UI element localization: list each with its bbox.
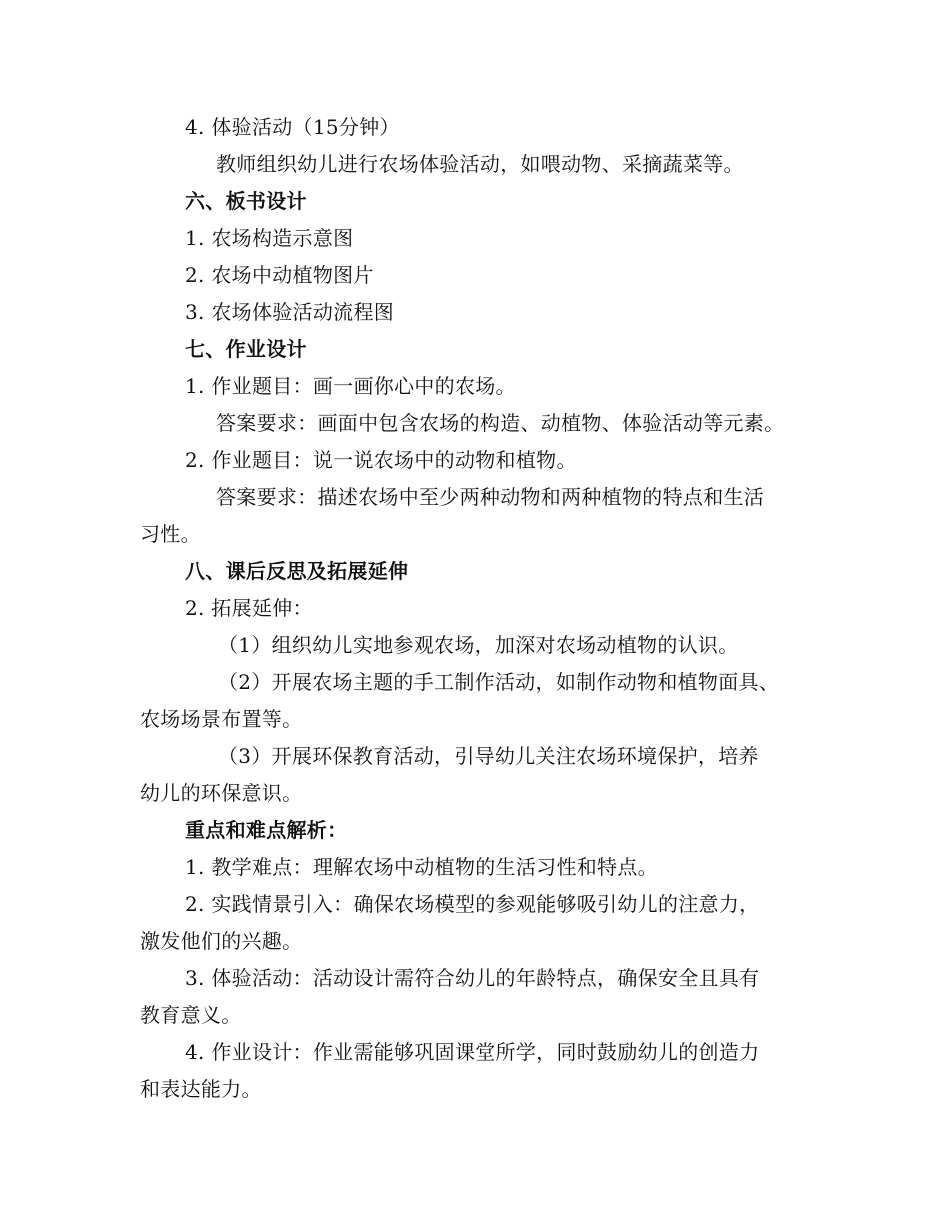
paragraph: 教师组织幼儿进行农场体验活动，如喂动物、采摘蔬菜等。 bbox=[216, 152, 744, 176]
sub-list-item: （3）开展环保教育活动，引导幼儿关注农场环境保护，培养 bbox=[218, 744, 759, 768]
section-heading: 六、板书设计 bbox=[185, 189, 307, 213]
paragraph-continuation: 激发他们的兴趣。 bbox=[140, 929, 303, 953]
sub-list-item: （1）组织幼儿实地参观农场，加深对农场动植物的认识。 bbox=[218, 633, 739, 657]
list-item: 4. 作业设计：作业需能够巩固课堂所学，同时鼓励幼儿的创造力 bbox=[185, 1040, 760, 1064]
list-item: 1. 教学难点：理解农场中动植物的生活习性和特点。 bbox=[185, 855, 658, 879]
list-item: 2. 作业题目：说一说农场中的动物和植物。 bbox=[185, 448, 577, 472]
sub-list-item: （2）开展农场主题的手工制作活动，如制作动物和植物面具、 bbox=[218, 670, 780, 694]
paragraph-continuation: 农场场景布置等。 bbox=[140, 707, 303, 731]
list-item: 2. 拓展延伸： bbox=[185, 596, 313, 620]
paragraph-continuation: 习性。 bbox=[140, 522, 201, 546]
paragraph-continuation: 教育意义。 bbox=[140, 1003, 242, 1027]
paragraph-continuation: 幼儿的环保意识。 bbox=[140, 781, 303, 805]
paragraph: 答案要求：画面中包含农场的构造、动植物、体验活动等元素。 bbox=[216, 411, 785, 435]
list-item: 2. 实践情景引入：确保农场模型的参观能够吸引幼儿的注意力， bbox=[185, 892, 760, 916]
paragraph-continuation: 和表达能力。 bbox=[140, 1077, 262, 1101]
list-item: 4. 体验活动（15分钟） bbox=[185, 115, 400, 139]
list-item: 2. 农场中动植物图片 bbox=[185, 263, 374, 287]
section-heading: 八、课后反思及拓展延伸 bbox=[185, 559, 409, 583]
list-item: 1. 作业题目：画一画你心中的农场。 bbox=[185, 374, 516, 398]
list-item: 1. 农场构造示意图 bbox=[185, 226, 354, 250]
section-heading: 重点和难点解析： bbox=[185, 818, 348, 842]
list-item: 3. 体验活动：活动设计需符合幼儿的年龄特点，确保安全且具有 bbox=[185, 966, 760, 990]
section-heading: 七、作业设计 bbox=[185, 337, 307, 361]
list-item: 3. 农场体验活动流程图 bbox=[185, 300, 395, 324]
paragraph: 答案要求：描述农场中至少两种动物和两种植物的特点和生活 bbox=[216, 485, 765, 509]
